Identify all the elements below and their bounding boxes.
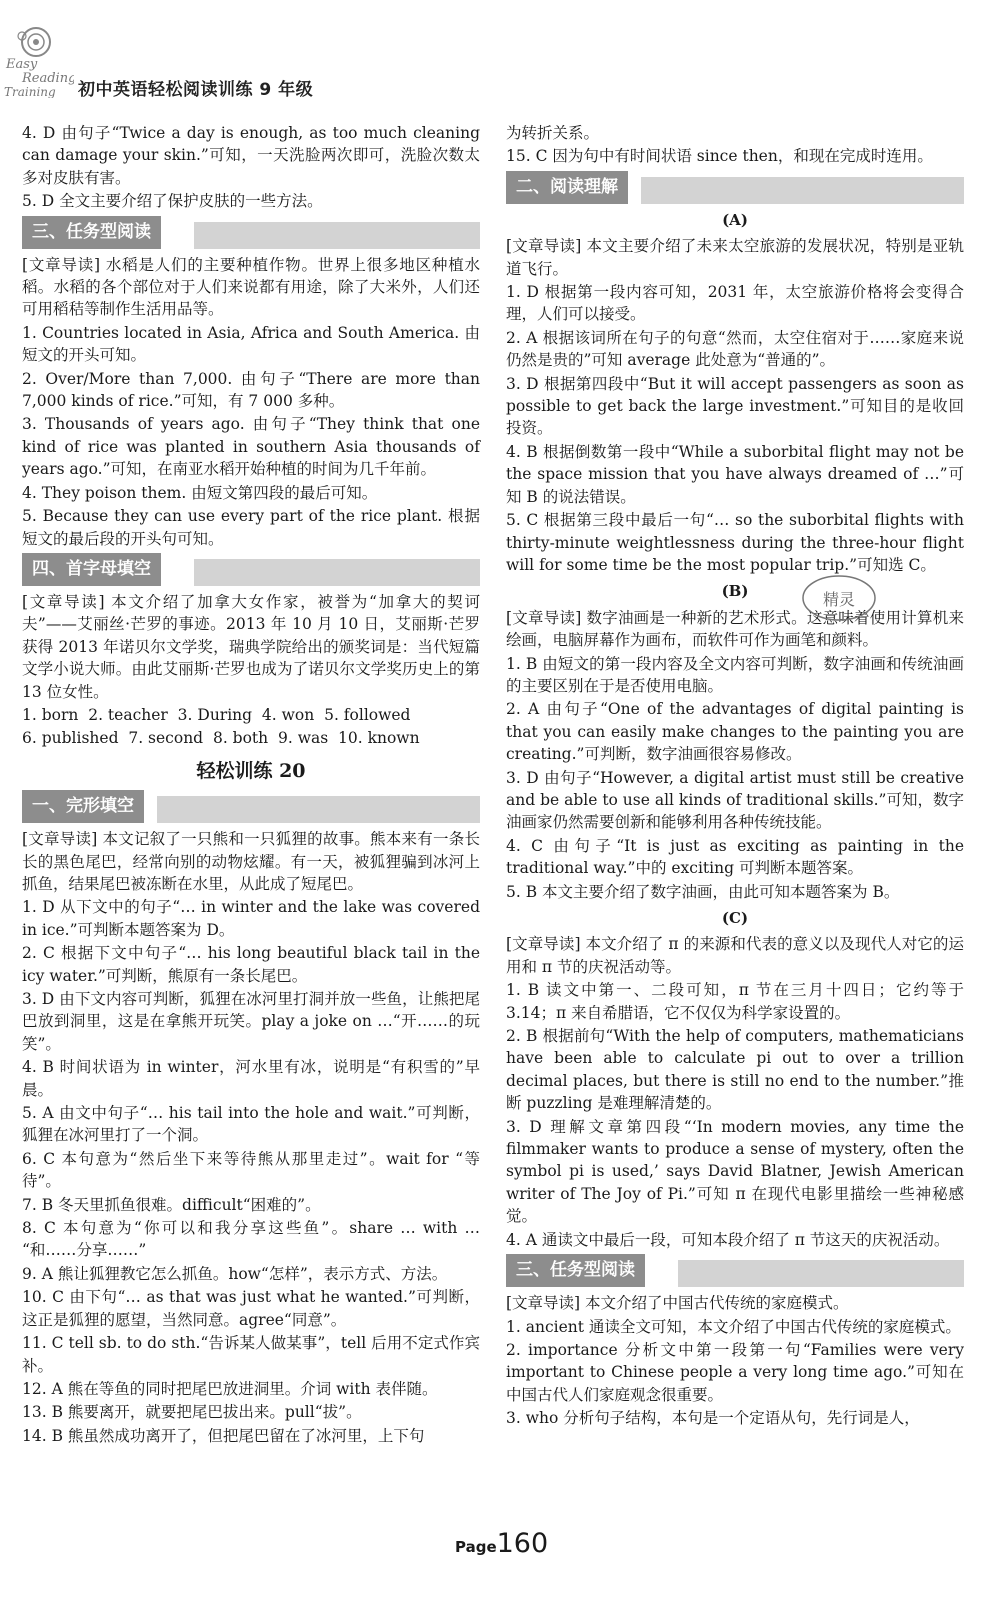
answer-item: 7. B 冬天里抓鱼很难。difficult“困难的”。	[22, 1195, 321, 1214]
answer-item: 4. C 由句子“It is just as exciting as painting in the traditional way.”中的 exciting 可判断本题答案。	[506, 836, 964, 878]
section-header	[22, 216, 480, 249]
ink-stamp	[800, 572, 878, 624]
answer-item: 4. They poison them. 由短文第四段的最后可知。	[22, 483, 378, 502]
answer-item: 1. B 由短文的第一段内容及全文内容可判断，数字油画和传统油画的主要区别在于是否使用电脑。	[506, 654, 964, 695]
answer-item: 3. who 分析句子结构，本句是一个定语从句，先行词是人，	[506, 1409, 920, 1428]
page-label: Page	[455, 1538, 497, 1556]
answer-item: 1. D 根据第一段内容可知，2031 年，太空旅游价格将会变得合理，人们可以接受。	[506, 283, 964, 324]
answer-item: 15. C 因为句中有时间状语 since then，和现在完成时连用。	[506, 147, 933, 166]
section-header-label: 二、阅读理解	[506, 171, 628, 204]
article-guide: [文章导读] 水稻是人们的主要种植作物。世界上很多地区种植水稻。水稻的各个部位对于人们来说都有用途，除了大米外，人们还可用稻秸等制作生活用品等。	[22, 255, 480, 319]
answer-item: 2. A 根据该词所在句子的句意“然而，太空住宿对于……家庭来说仍然是贵的”可知 average 此处意为“普通的”。	[506, 328, 964, 370]
article-guide: [文章导读] 本文介绍了加拿大女作家，被誉为“加拿大的契诃夫”——艾丽丝·芒罗的事迹。2013 年 10 月 10 日，艾丽斯·芒罗获得 2013 年诺贝尔文学奖，瑞典学院给出的颁奖词是：当代短篇文学小说大师。由此艾丽斯·芒罗也成为了诺贝尔文学奖历史上的第 13 位女性。	[22, 592, 480, 701]
answer-item: 5. B 本文主要介绍了数字油画，由此可知本题答案为 B。	[506, 882, 900, 901]
answer-item: 4. D 由句子“Twice a day is enough, as too much cleaning can damage your skin.”可知，一天洗脸两次即可，洗脸次数太多对皮肤有害。	[22, 124, 480, 187]
page-number-value: 160	[496, 1528, 549, 1559]
book-title: 初中英语轻松阅读训练 9 年级	[78, 80, 314, 100]
section-header-label: 三、任务型阅读	[22, 216, 161, 249]
section-header-label: 三、任务型阅读	[506, 1254, 645, 1287]
answer-item: 3. D 由句子“However, a digital artist must still be creative and be able to use all kinds of traditional skills.”可知，数字油画家仍然需要创新和能够利用各种传统技能。	[506, 768, 964, 832]
svg-text:Training: Training	[4, 85, 56, 98]
fill-answers-row: 1. born 2. teacher 3. During 4. won 5. followed	[22, 705, 411, 724]
answer-item: 3. Thousands of years ago. 由句子“They think that one kind of rice was planted in southern Asia thousands of years ago.”可知，在南亚水稻开始种植的时间为几千年前。	[22, 415, 480, 479]
lesson-title: 轻松训练 20	[196, 759, 306, 782]
answer-item: 6. C 本句意为“然后坐下来等待熊从那里走过”。wait for “等待”。	[22, 1149, 480, 1191]
answer-item: 11. C tell sb. to do sth.“告诉某人做某事”，tell 后用不定式作宾补。	[22, 1334, 480, 1375]
answer-item: 14. B 熊虽然成功离开了，但把尾巴留在了冰河里，上下句	[22, 1426, 425, 1445]
stamp-text: 精灵	[822, 590, 856, 609]
answer-item: 1. D 从下文中的句子“… in winter and the lake was covered in ice.”可判断本题答案为 D。	[22, 898, 480, 939]
easy-reading-logo	[4, 18, 74, 98]
answer-item: 1. B 读文中第一、二段可知，π 节在三月十四日；它约等于 3.14；π 来自希腊语，它不仅仅为科学家设置的。	[506, 981, 964, 1022]
article-guide: [文章导读] 本文介绍了中国古代传统的家庭模式。	[506, 1294, 849, 1313]
left-column	[22, 122, 480, 1448]
answer-item: 3. D 由下文内容可判断，狐狸在冰河里打洞并放一些鱼，让熊把尾巴放到洞里，这是在拿熊开玩笑。play a joke on …“开……的玩笑”。	[22, 990, 480, 1053]
section-header-strip	[157, 796, 480, 823]
answer-item: 2. importance 分析文中第一段第一句“Families were very important to Chinese people a very long time ago.”可知在中国古代人们家庭观念很重要。	[506, 1340, 964, 1404]
article-guide: [文章导读] 本文介绍了 π 的来源和代表的意义以及现代人对它的运用和 π 节的庆祝活动等。	[506, 935, 964, 976]
fill-answers-row: 6. published 7. second 8. both 9. was 10. known	[22, 729, 420, 748]
svg-text:Reading: Reading	[22, 71, 74, 86]
answer-item: 为转折关系。	[506, 124, 600, 142]
section-header	[506, 1254, 964, 1287]
section-header-label: 四、首字母填空	[22, 553, 161, 586]
section-header-strip	[678, 1260, 964, 1287]
answer-item: 3. D 根据第四段中“But it will accept passengers as soon as possible to get back the large investment.”可知目的是收回投资。	[506, 374, 964, 438]
answer-item: 2. C 根据下文中句子“… his long beautiful black tail in the icy water.”可判断，熊原有一条长尾巴。	[22, 944, 480, 985]
answer-item: 4. B 时间状语为 in winter，河水里有冰，说明是“有积雪的”早晨。	[22, 1058, 480, 1099]
answer-item: 3. D 理解文章第四段“‘In modern movies, any time the filmmaker wants to produce a sense of mystery, often the symbol pi is used,’ says David Blatner, Jewish American writer of The Joy of Pi.”可知 π 在现代电影里描绘一些神秘感觉。	[506, 1117, 964, 1226]
svg-text:Easy: Easy	[6, 57, 38, 72]
answer-item: 1. ancient 通读全文可知，本文介绍了中国古代传统的家庭模式。	[506, 1317, 961, 1336]
passage-label: (C)	[721, 909, 749, 927]
section-header-strip	[194, 222, 480, 249]
answer-item: 12. A 熊在等鱼的同时把尾巴放进洞里。介词 with 表伴随。	[22, 1379, 438, 1398]
answer-item: 5. D 全文主要介绍了保护皮肤的一些方法。	[22, 192, 323, 211]
answer-item: 4. A 通读文中最后一段，可知本段介绍了 π 节这天的庆祝活动。	[506, 1230, 950, 1249]
answer-item: 2. A 由句子“One of the advantages of digital painting is that you can easily make changes to the painting you are creating.”可判断，数字油画很容易修改。	[506, 700, 964, 764]
answer-item: 5. Because they can use every part of the rice plant. 根据短文的最后段的开头句可知。	[22, 507, 480, 548]
answer-item: 10. C 由下句“… as that was just what he wanted.”可判断，这正是狐狸的愿望，当然同意。agree“同意”。	[22, 1288, 480, 1329]
section-header-strip	[641, 177, 964, 204]
answer-item: 13. B 熊要离开，就要把尾巴拔出来。pull“拔”。	[22, 1403, 362, 1422]
answer-item: 9. A 熊让狐狸教它怎么抓鱼。how“怎样”，表示方式、方法。	[22, 1264, 448, 1283]
answer-item: 1. Countries located in Asia, Africa and South America. 由短文的开头可知。	[22, 323, 480, 365]
page-number	[455, 1528, 548, 1559]
article-guide: [文章导读] 本文主要介绍了未来太空旅游的发展状况，特别是亚轨道飞行。	[506, 237, 964, 278]
article-guide: [文章导读] 数字油画是一种新的艺术形式。这意味着使用计算机来绘画，电脑屏幕作为画布，而软件可作为画笔和颜料。	[506, 608, 964, 650]
answer-item: 5. C 根据第三段中最后一句“… so the suborbital flights with thirty-minute weightlessness during the three-hour flight will for some time be the most popular trip.”可知选 C。	[506, 511, 964, 574]
section-header	[22, 790, 480, 823]
article-guide: [文章导读] 本文记叙了一只熊和一只狐狸的故事。熊本来有一条长长的黑色尾巴，经常向别的动物炫耀。有一天，被狐狸骗到冰河上抓鱼，结果尾巴被冻断在水里，从此成了短尾巴。	[22, 830, 480, 893]
answer-item: 2. B 根据前句“With the help of computers, mathematicians have been able to calculate pi out to over a trillion decimal places, but there is still no end to the number.”推断 puzzling 是难理解清楚的。	[506, 1027, 964, 1113]
section-header	[506, 171, 964, 204]
section-header	[22, 553, 480, 586]
answer-item: 4. B 根据倒数第一段中“While a suborbital flight may not be the space mission that you have always dreamed of …”可知 B 的说法错误。	[506, 442, 964, 506]
answer-item: 2. Over/More than 7,000. 由句子“There are more than 7,000 kinds of rice.”可知，有 7 000 多种。	[22, 369, 480, 411]
answer-item: 5. A 由文中句子“… his tail into the hole and wait.”可判断，狐狸在冰河里打了一个洞。	[22, 1104, 480, 1145]
passage-label: (A)	[722, 210, 748, 229]
section-header-label: 一、完形填空	[22, 790, 144, 823]
answer-item: 8. C 本句意为“你可以和我分享这些鱼”。share … with … “和……分享……”	[22, 1219, 480, 1260]
right-column	[506, 122, 964, 1431]
page-header	[0, 0, 996, 110]
section-header-strip	[194, 559, 480, 586]
passage-label: (B)	[721, 582, 749, 601]
